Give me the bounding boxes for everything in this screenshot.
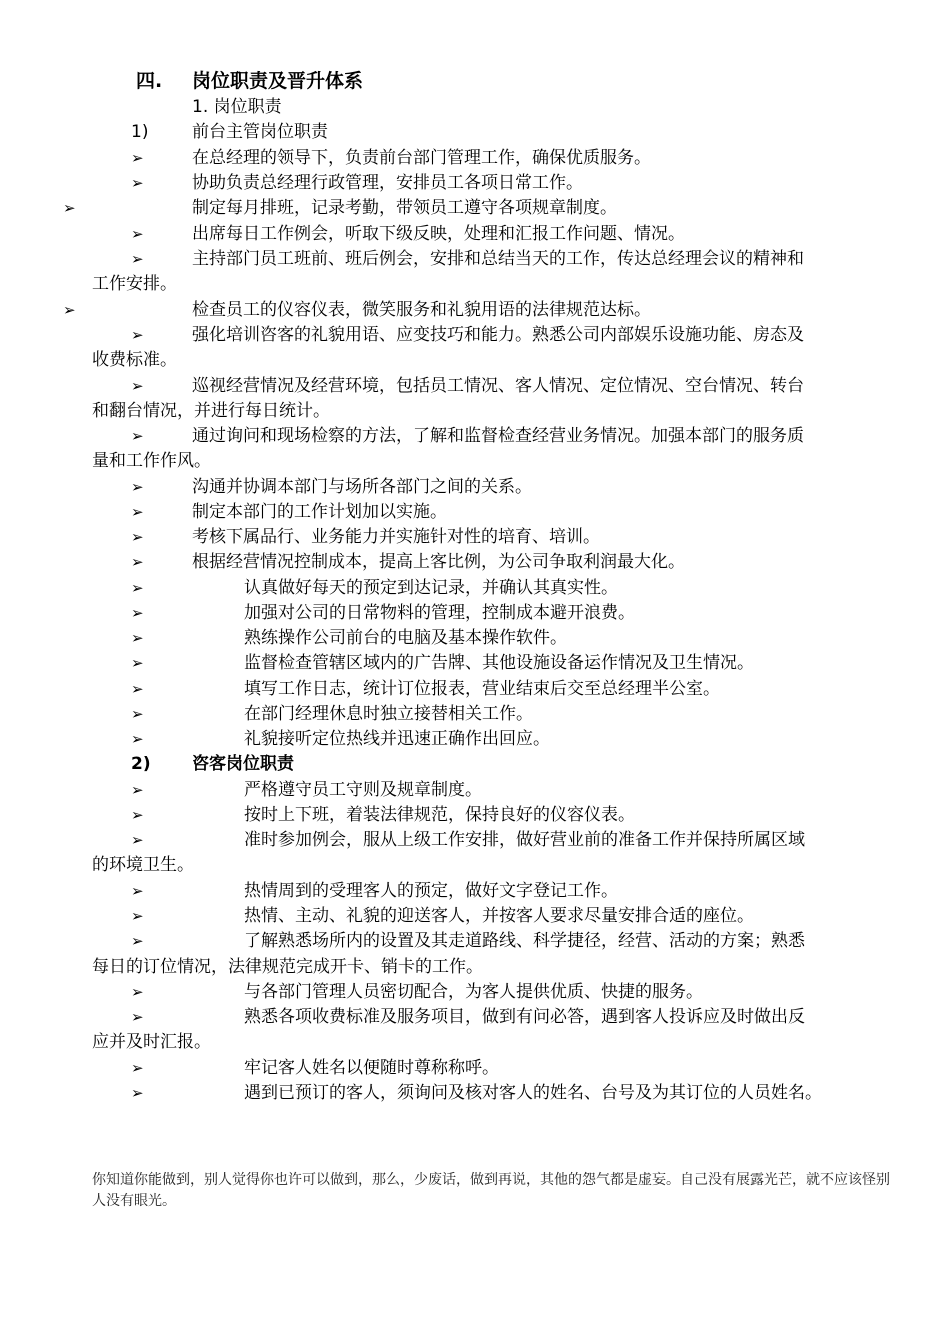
section-number: 四.: [136, 70, 163, 92]
list-item-continuation: 量和工作作风。: [92, 451, 211, 471]
list-item-continuation: 每日的订位情况，法律规范完成开卡、销卡的工作。: [92, 957, 483, 977]
bullet-icon: ➢: [131, 983, 144, 1001]
subsection-title: 1. 岗位职责: [192, 97, 282, 117]
bullet-icon: ➢: [131, 149, 144, 167]
bullet-icon: ➢: [131, 174, 144, 192]
bullet-icon: ➢: [131, 528, 144, 546]
list-item: 强化培训咨客的礼貌用语、应变技巧和能力。熟悉公司内部娱乐设施功能、房态及: [192, 325, 804, 345]
list-item: 了解熟悉场所内的设置及其走道路线、科学捷径，经营、活动的方案；熟悉: [244, 931, 805, 951]
list-item-continuation: 工作安排。: [92, 274, 177, 294]
list-item: 熟悉各项收费标准及服务项目，做到有问必答，遇到客人投诉应及时做出反: [244, 1007, 805, 1027]
bullet-icon: ➢: [131, 553, 144, 571]
list-item: 按时上下班，着装法律规范，保持良好的仪容仪表。: [244, 805, 635, 825]
bullet-icon: ➢: [131, 654, 144, 672]
bullet-icon: ➢: [131, 730, 144, 748]
footer-quote: 你知道你能做到，别人觉得你也许可以做到，那么，少废话，做到再说，其他的怨气都是虚妄。自己没有展露光芒，就不应该怪别人没有眼光。: [92, 1172, 890, 1209]
bullet-icon: ➢: [131, 377, 144, 395]
list-item-continuation: 应并及时汇报。: [92, 1032, 211, 1052]
list-item: 在总经理的领导下，负责前台部门管理工作，确保优质服务。: [192, 148, 651, 168]
list-item: 制定本部门的工作计划加以实施。: [192, 502, 447, 522]
bullet-icon: ➢: [131, 503, 144, 521]
list-item: 沟通并协调本部门与场所各部门之间的关系。: [192, 477, 532, 497]
bullet-icon: ➢: [63, 301, 76, 319]
list-item: 主持部门员工班前、班后例会，安排和总结当天的工作，传达总经理会议的精神和: [192, 249, 804, 269]
list-number: 2): [131, 754, 151, 774]
bullet-icon: ➢: [131, 907, 144, 925]
list-item: 协助负责总经理行政管理，安排员工各项日常工作。: [192, 173, 583, 193]
list-item: 考核下属品行、业务能力并实施针对性的培育、培训。: [192, 527, 600, 547]
bullet-icon: ➢: [131, 427, 144, 445]
list-item-continuation: 和翻台情况，并进行每日统计。: [92, 401, 330, 421]
bullet-icon: ➢: [131, 604, 144, 622]
bullet-icon: ➢: [131, 250, 144, 268]
list-item: 与各部门管理人员密切配合，为客人提供优质、快捷的服务。: [244, 982, 703, 1002]
list-item: 通过询问和现场检察的方法，了解和监督检查经营业务情况。加强本部门的服务质: [192, 426, 804, 446]
list-item: 熟练操作公司前台的电脑及基本操作软件。: [244, 628, 567, 648]
list-item: 在部门经理休息时独立接替相关工作。: [244, 704, 533, 724]
list-item: 遇到已预订的客人，须询问及核对客人的姓名、台号及为其订位的人员姓名。: [244, 1083, 822, 1103]
list-item: 准时参加例会，服从上级工作安排，做好营业前的准备工作并保持所属区域: [244, 830, 805, 850]
list-item: 检查员工的仪容仪表，微笑服务和礼貌用语的法律规范达标。: [192, 300, 651, 320]
bullet-icon: ➢: [131, 705, 144, 723]
list-item: 填写工作日志，统计订位报表，营业结束后交至总经理半公室。: [244, 679, 720, 699]
bullet-icon: ➢: [131, 1008, 144, 1026]
list-item: 加强对公司的日常物料的管理，控制成本避开浪费。: [244, 603, 635, 623]
list-item: 根据经营情况控制成本，提高上客比例，为公司争取利润最大化。: [192, 552, 685, 572]
list-item: 监督检查管辖区域内的广告牌、其他设施设备运作情况及卫生情况。: [244, 653, 754, 673]
list-item: 礼貌接听定位热线并迅速正确作出回应。: [244, 729, 550, 749]
bullet-icon: ➢: [131, 579, 144, 597]
bullet-icon: ➢: [131, 1059, 144, 1077]
bullet-icon: ➢: [131, 1084, 144, 1102]
list-item: 认真做好每天的预定到达记录，并确认其真实性。: [244, 578, 618, 598]
list-item: 制定每月排班，记录考勤，带领员工遵守各项规章制度。: [192, 198, 617, 218]
list-item: 严格遵守员工守则及规章制度。: [244, 780, 482, 800]
list-number: 1): [131, 122, 149, 142]
bullet-icon: ➢: [131, 629, 144, 647]
bullet-icon: ➢: [131, 806, 144, 824]
bullet-icon: ➢: [131, 831, 144, 849]
bullet-icon: ➢: [131, 932, 144, 950]
bullet-icon: ➢: [131, 680, 144, 698]
bullet-icon: ➢: [131, 478, 144, 496]
bullet-icon: ➢: [131, 882, 144, 900]
page-title: 岗位职责及晋升体系: [192, 70, 364, 92]
bullet-icon: ➢: [63, 199, 76, 217]
list-item: 出席每日工作例会，听取下级反映，处理和汇报工作问题、情况。: [192, 224, 685, 244]
list-item: 热情周到的受理客人的预定，做好文字登记工作。: [244, 881, 618, 901]
section-title: 前台主管岗位职责: [192, 122, 328, 142]
bullet-icon: ➢: [131, 326, 144, 344]
list-item: 热情、主动、礼貌的迎送客人，并按客人要求尽量安排合适的座位。: [244, 906, 754, 926]
list-item: 巡视经营情况及经营环境，包括员工情况、客人情况、定位情况、空台情况、转台: [192, 376, 804, 396]
list-item-continuation: 收费标准。: [92, 350, 177, 370]
bullet-icon: ➢: [131, 781, 144, 799]
bullet-icon: ➢: [131, 225, 144, 243]
list-item: 牢记客人姓名以便随时尊称称呼。: [244, 1058, 499, 1078]
section-title: 咨客岗位职责: [192, 754, 294, 774]
list-item-continuation: 的环境卫生。: [92, 855, 194, 875]
